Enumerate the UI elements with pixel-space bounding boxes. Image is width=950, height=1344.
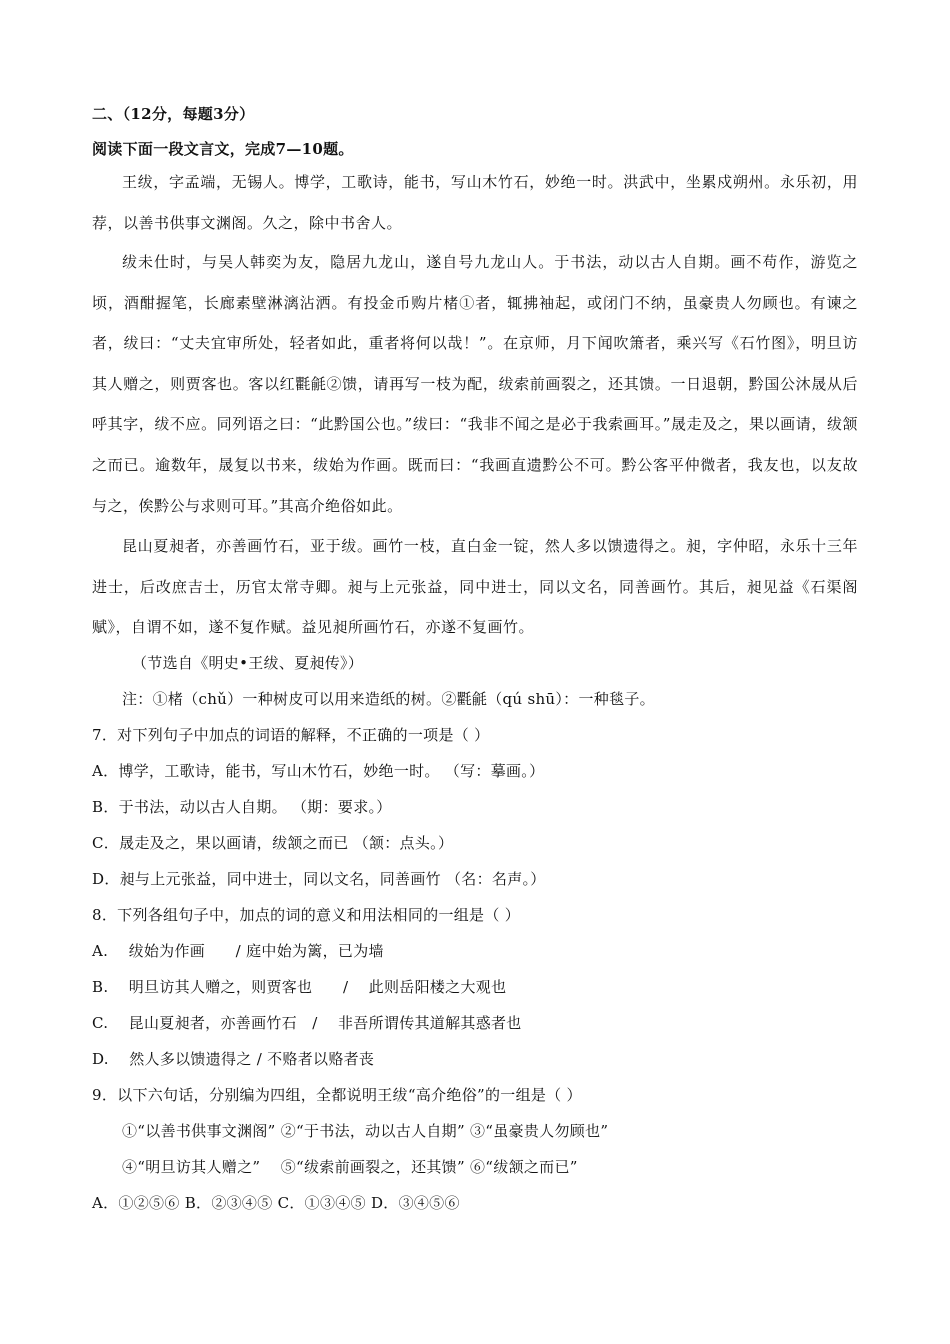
question-9-answers: A．①②⑤⑥ B．②③④⑤ C．①③④⑤ D．③④⑤⑥ <box>92 1194 460 1212</box>
question-9-items-row-1: ①“以善书供事文渊阁” ②“于书法，动以古人自期” ③“虽豪贵人勿顾也” <box>122 1122 609 1140</box>
question-8-stem: 8．下列各组句子中，加点的词的意义和用法相同的一组是（ ） <box>92 906 521 924</box>
passage-paragraph-2: 绂未仕时，与吴人韩奕为友，隐居九龙山，遂自号九龙山人。于书法，动以古人自期。画不苟作，游览之顷，酒酣握笔，长廊素壁淋漓沾洒。有投金币购片楮①者，辄拂袖起，或闭门不纳，虽豪贵人勿顾也。有谏之者，绂曰：“丈夫宜审所处，轻者如此，重者将何以哉！”。在京师，月下闻吹箫者，乘兴写《石竹图》，明旦访其人赠之，则贾客也。客以红氍毹②馈，请再写一枝为配，绂索前画裂之，还其馈。一日退朝，黔国公沐晟从后呼其字，绂不应。同列语之曰：“此黔国公也。”绂曰：“我非不闻之是必于我索画耳。”晟走及之，果以画请，绂颔之而已。逾数年，晟复以书来，绂始为作画。既而曰：“我画直遗黔公不可。黔公客平仲微者，我友也，以友故与之，俟黔公与求则可耳。”其高介绝俗如此。 <box>92 253 858 515</box>
question-7-option-a: A．博学，工歌诗，能书，写山木竹石，妙绝一时。 （写：摹画。） <box>92 762 545 780</box>
question-8-option-d: D. 然人多以馈遗得之 / 不赂者以赂者丧 <box>92 1050 375 1068</box>
passage-paragraph-3: 昆山夏昶者，亦善画竹石，亚于绂。画竹一枝，直白金一锭，然人多以馈遗得之。昶，字仲昭，永乐十三年进士，后改庶吉士，历官太常寺卿。昶与上元张益，同中进士，同以文名，同善画竹。其后，昶见益《石渠阁赋》，自谓不如，遂不复作赋。益见昶所画竹石，亦遂不复画竹。 <box>92 537 858 637</box>
question-9-stem: 9．以下六句话，分别编为四组，全都说明王绂“高介绝俗”的一组是（ ） <box>92 1086 582 1104</box>
section-heading: 二、（12分，每题3分） <box>92 105 255 123</box>
question-8-option-c: C. 昆山夏昶者，亦善画竹石 / 非吾所谓传其道解其惑者也 <box>92 1014 522 1032</box>
question-7-option-d: D．昶与上元张益，同中进士，同以文名，同善画竹 （名：名声。） <box>92 870 546 888</box>
passage-source: （节选自《明史•王绂、夏昶传》） <box>132 654 364 672</box>
question-9-items-row-2: ④“明旦访其人赠之” ⑤“绂索前画裂之，还其馈” ⑥“绂颔之而已” <box>122 1158 578 1176</box>
question-8-option-b: B. 明旦访其人赠之，则贾客也 / 此则岳阳楼之大观也 <box>92 978 507 996</box>
passage-note: 注：①楮（chǔ）一种树皮可以用来造纸的树。②氍毹（qú shū）：一种毯子。 <box>122 690 655 708</box>
question-8-option-a: A. 绂始为作画 / 庭中始为篱，已为墙 <box>92 942 384 960</box>
passage-paragraph-1: 王绂，字孟端，无锡人。博学，工歌诗，能书，写山木竹石，妙绝一时。洪武中，坐累戍朔州。永乐初，用荐，以善书供事文渊阁。久之，除中书舍人。 <box>92 173 858 232</box>
question-7-option-b: B．于书法，动以古人自期。 （期：要求。） <box>92 798 392 816</box>
question-7-option-c: C．晟走及之，果以画请，绂颔之而已 （颔：点头。） <box>92 834 454 852</box>
question-7-stem: 7．对下列句子中加点的词语的解释，不正确的一项是（ ） <box>92 726 490 744</box>
section-instruction: 阅读下面一段文言文，完成7—10题。 <box>92 140 354 158</box>
